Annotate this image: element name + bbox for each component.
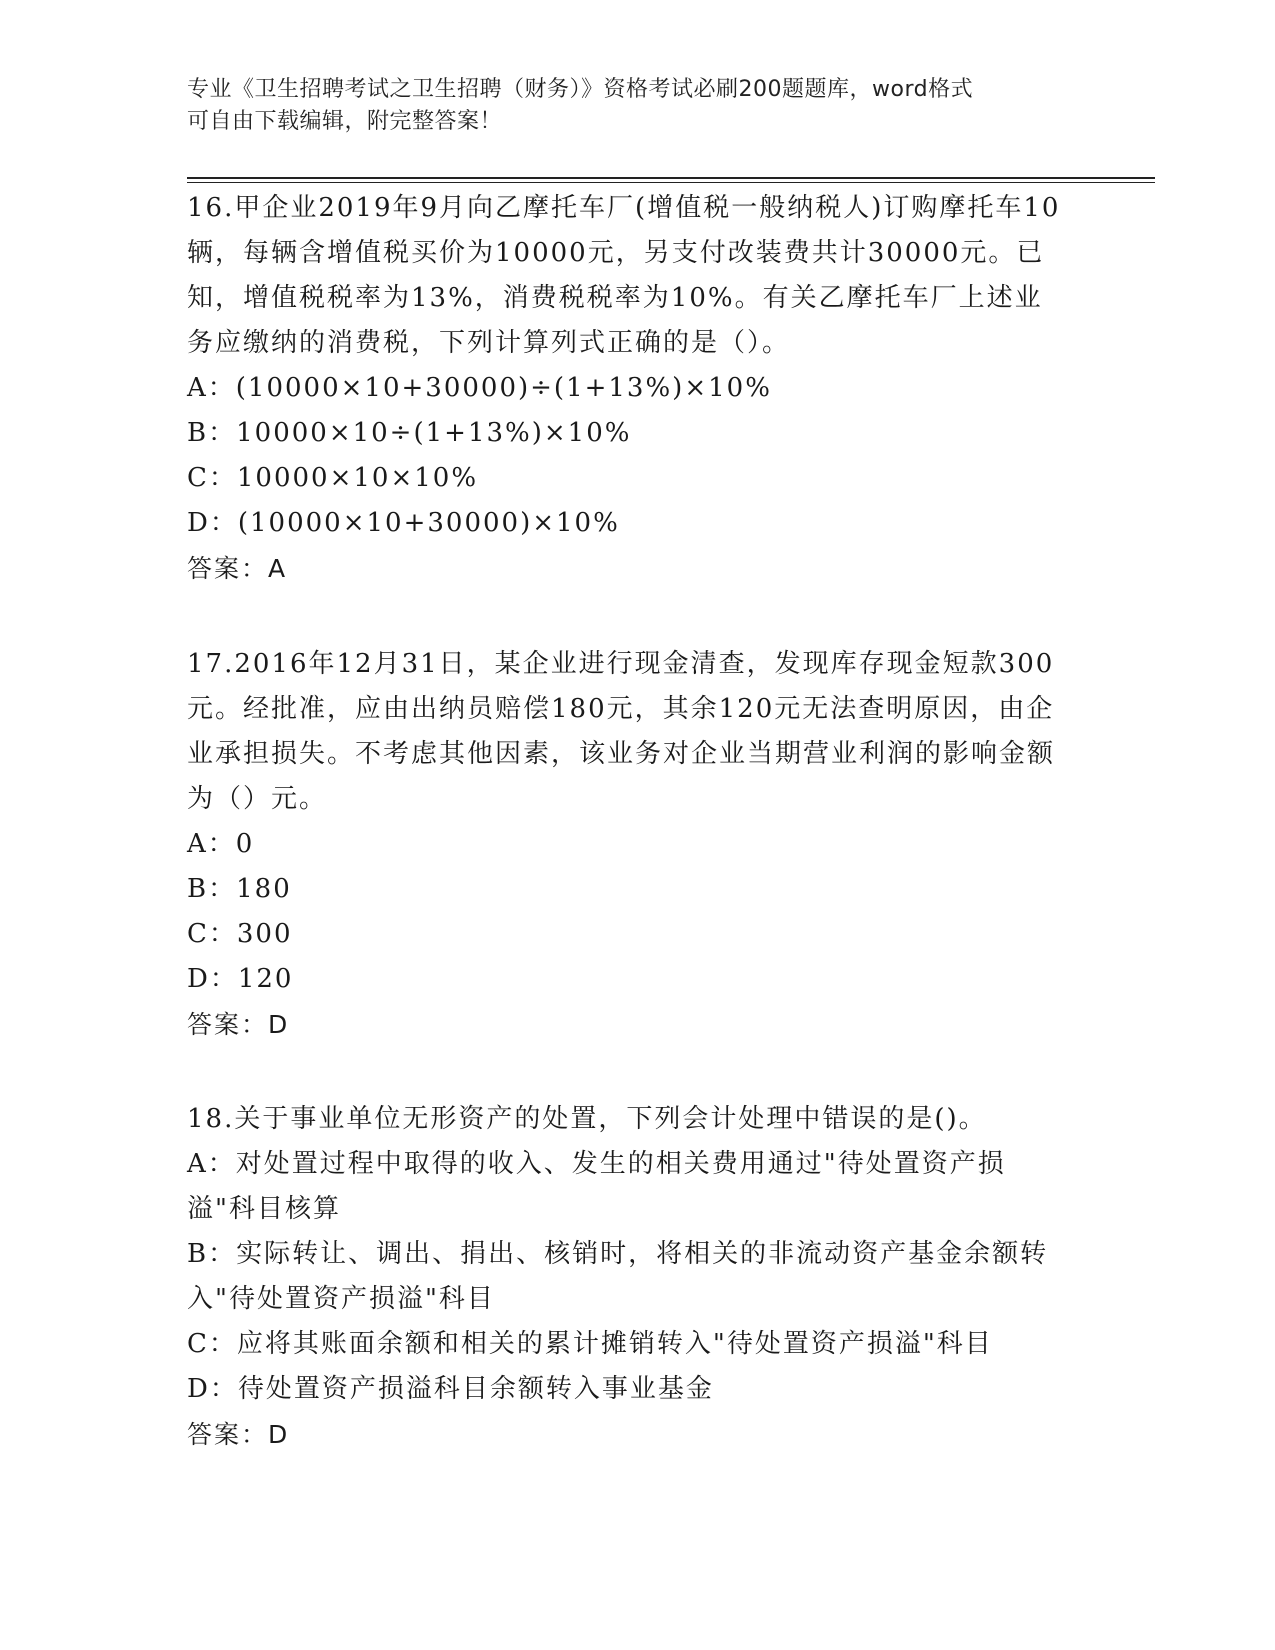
question-18 xyxy=(187,1097,1067,1457)
question-text: 18.关于事业单位无形资产的处置，下列会计处理中错误的是()。 xyxy=(187,1104,987,1134)
header-title-line-2: 可自由下载编辑，附完整答案！ xyxy=(187,109,503,134)
question-text: 17.2016年12月31日，某企业进行现金清查，发现库存现金短款300元。经批准，应由出纳员赔偿180元，其余120元无法查明原因，由企业承担损失。不考虑其他因素，该业务对企业当期营业利润的影响金额为（）元。 xyxy=(187,649,1056,814)
option-a: A：(10000×10+30000)÷(1+13%)×10% xyxy=(187,373,772,403)
option-c: C：300 xyxy=(187,919,293,949)
option-a: A：对处置过程中取得的收入、发生的相关费用通过"待处置资产损溢"科目核算 xyxy=(187,1149,1006,1224)
header-title-line-1: 专业《卫生招聘考试之卫生招聘（财务）》资格考试必刷200题题库，word格式 xyxy=(187,77,974,102)
option-d: D：待处置资产损溢科目余额转入事业基金 xyxy=(187,1374,714,1404)
question-text: 16.甲企业2019年9月向乙摩托车厂(增值税一般纳税人)订购摩托车10辆，每辆含增值税买价为10000元，另支付改装费共计30000元。已知，增值税税率为13%，消费税税率为10%。有关乙摩托车厂上述业务应缴纳的消费税，下列计算列式正确的是（）。 xyxy=(187,193,1061,358)
document-header xyxy=(187,74,1087,138)
option-c: C：应将其账面余额和相关的累计摊销转入"待处置资产损溢"科目 xyxy=(187,1329,993,1359)
question-16 xyxy=(187,186,1067,591)
answer: 答案：D xyxy=(187,1010,290,1039)
answer: 答案：A xyxy=(187,554,288,583)
option-d: D：(10000×10+30000)×10% xyxy=(187,508,620,538)
option-b: B：实际转让、调出、捐出、核销时，将相关的非流动资产基金余额转入"待处置资产损溢"科目 xyxy=(187,1239,1049,1314)
option-d: D：120 xyxy=(187,964,294,994)
option-b: B：180 xyxy=(187,874,292,904)
header-divider xyxy=(187,177,1155,183)
answer: 答案：D xyxy=(187,1420,290,1449)
option-c: C：10000×10×10% xyxy=(187,463,479,493)
option-a: A：0 xyxy=(187,829,255,859)
option-b: B：10000×10÷(1+13%)×10% xyxy=(187,418,632,448)
question-17 xyxy=(187,642,1067,1047)
